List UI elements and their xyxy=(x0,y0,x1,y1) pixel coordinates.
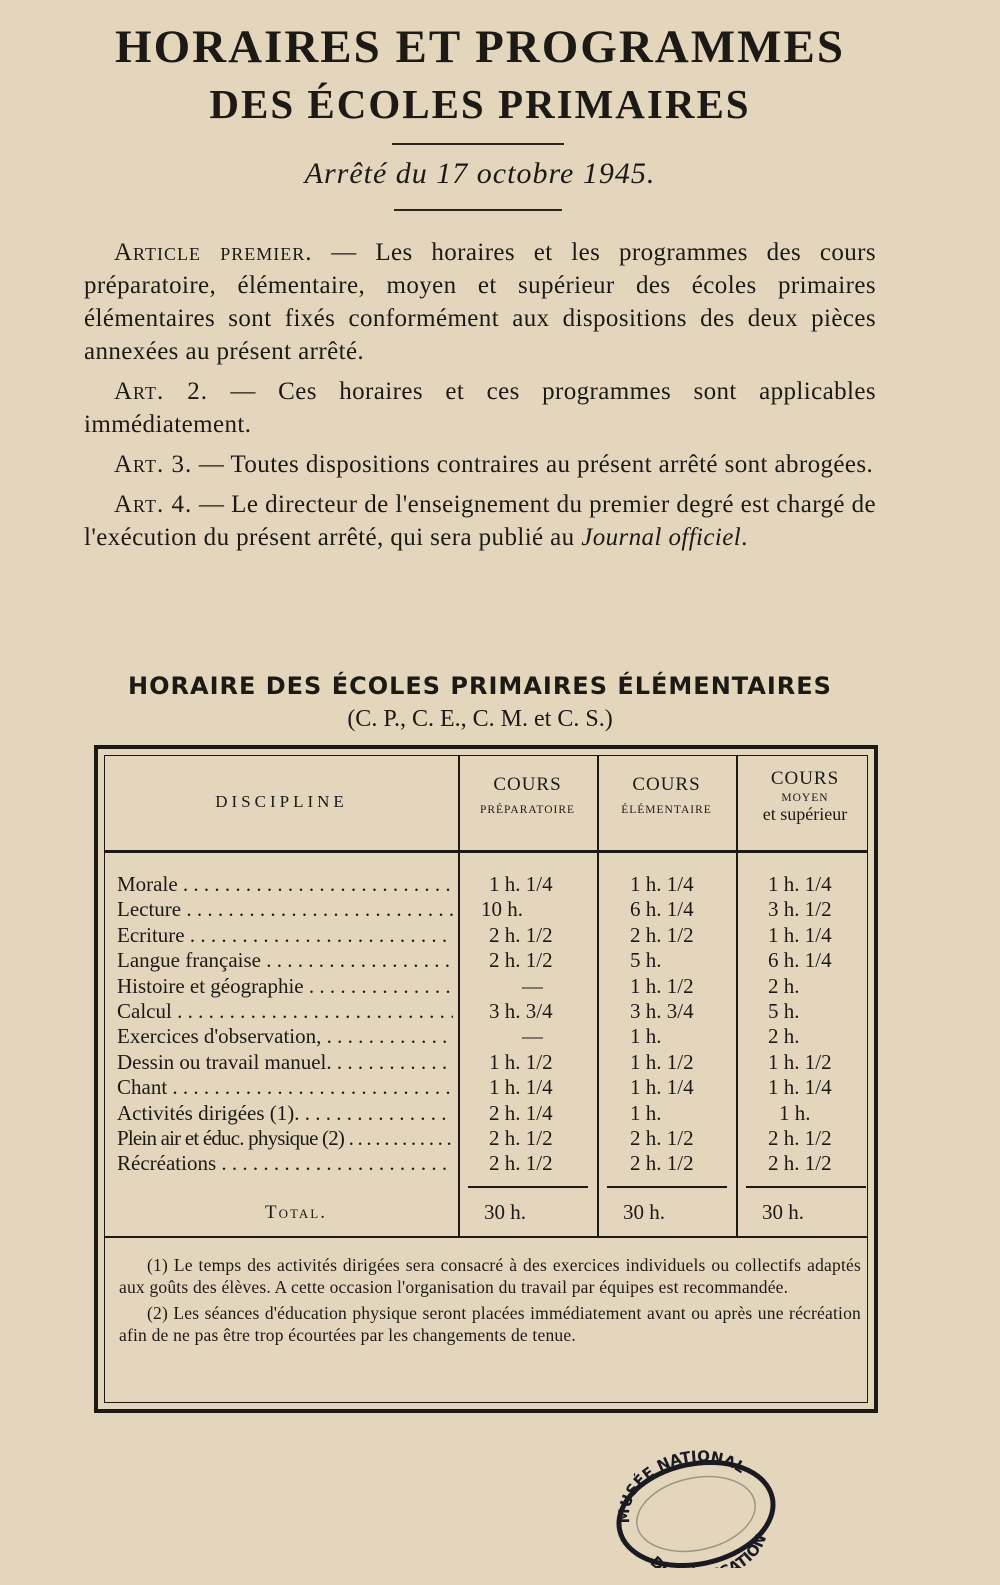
cp-cell: 2 h. 1/2 xyxy=(489,1151,553,1176)
table-row xyxy=(117,923,867,948)
cm-cell: 1 h. 1/4 xyxy=(768,872,832,896)
title-rule xyxy=(392,143,564,145)
header-discipline: DISCIPLINE xyxy=(215,792,348,811)
table-row xyxy=(117,1126,867,1151)
total-row xyxy=(117,1200,867,1225)
article-4 xyxy=(84,488,876,554)
article-3-text: — Toutes dispositions contraires au présent arrêté sont abrogées. xyxy=(192,451,874,478)
svg-text:MUSÉE NATIONAL xyxy=(615,1450,749,1523)
total-rule-ce xyxy=(607,1186,727,1188)
table-row xyxy=(117,1101,867,1126)
cp-cell: 3 h. 3/4 xyxy=(489,999,553,1023)
ce-cell: 1 h. 1/4 xyxy=(630,1075,694,1100)
table-row xyxy=(117,897,867,922)
discipline-cell: Plein air et éduc. physique (2) . . . xyxy=(117,1126,453,1151)
journal-officiel: Journal officiel xyxy=(581,524,742,551)
decree-date: Arrêté du 17 octobre 1945. xyxy=(304,157,656,190)
ce-cell: 2 h. 1/2 xyxy=(630,1126,694,1150)
discipline-cell: Calcul . . . xyxy=(117,999,453,1024)
table-row xyxy=(117,872,867,897)
cm-cell: 6 h. 1/4 xyxy=(768,948,832,973)
cp-cell: 2 h. 1/4 xyxy=(489,1100,553,1125)
ce-cell: 1 h. 1/2 xyxy=(630,973,694,998)
article-3-label: Art. 3. xyxy=(114,451,193,478)
cp-cell: 1 h. 1/2 xyxy=(489,1049,553,1074)
decree-rule xyxy=(394,209,562,211)
main-title-line1: HORAIRES ET PROGRAMMES xyxy=(115,21,845,73)
cp-cell: — xyxy=(522,973,543,998)
cp-cell: 2 h. 1/2 xyxy=(489,1126,553,1150)
header-cp-line2: PRÉPARATOIRE xyxy=(479,804,576,816)
cm-cell: 2 h. xyxy=(768,973,800,998)
table-row xyxy=(117,974,867,999)
cm-cell: 2 h. 1/2 xyxy=(768,1151,832,1176)
stamp-seal-icon xyxy=(604,1450,782,1568)
article-2 xyxy=(84,375,876,441)
article-2-label: Art. 2. xyxy=(114,378,208,405)
table-row xyxy=(117,1050,867,1075)
timetable-title: HORAIRE DES ÉCOLES PRIMAIRES ÉLÉMENTAIRES xyxy=(128,672,832,700)
stamp-bottom-text: D ATION xyxy=(646,1531,771,1568)
header-cours-preparatoire xyxy=(458,774,597,816)
article-2-text: — Ces horaires et ces programmes sont applicables immédiatement. xyxy=(84,378,876,438)
discipline-cell: Récréations . . . xyxy=(117,1151,453,1176)
cp-cell: 2 h. 1/2 xyxy=(489,948,553,973)
table-row xyxy=(117,948,867,973)
header-cm-line3: et supérieur xyxy=(762,804,848,824)
table-row xyxy=(117,1075,867,1100)
header-ce-line1: COURS xyxy=(632,774,701,795)
discipline-cell: Dessin ou travail manuel. . . . xyxy=(117,1050,453,1075)
discipline-cell: Exercices d'observation, . . . xyxy=(117,1024,453,1049)
discipline-cell: Langue française . . . xyxy=(117,948,453,973)
ce-cell: 1 h. 1/2 xyxy=(630,1049,694,1074)
article-3 xyxy=(84,448,876,481)
article-4-end: . xyxy=(741,524,748,551)
footnotes xyxy=(119,1254,861,1346)
discipline-cell: Chant . . . xyxy=(117,1075,453,1100)
timetable-subtitle: (C. P., C. E., C. M. et C. S.) xyxy=(347,706,613,732)
cp-cell: 10 h. xyxy=(481,897,523,922)
cm-cell: 2 h. xyxy=(768,1024,800,1049)
footnote-2: (2) Les séances d'éducation physique seront placées immédiatement avant ou après une récréation afin de ne pas être trop écourtées par les changements de tenue. xyxy=(119,1303,861,1345)
table-row xyxy=(117,999,867,1024)
table-row xyxy=(117,1151,867,1176)
ce-cell: 1 h. 1/4 xyxy=(630,872,694,896)
total-rule-cp xyxy=(468,1186,588,1188)
discipline-cell: Lecture . . . xyxy=(117,897,453,922)
cm-cell: 5 h. xyxy=(768,999,800,1023)
article-1-text: — Les horaires et les programmes des cours préparatoire, élémentaire, moyen et supérieur des écoles primaires élémentaires sont fixés conformément aux dispositions des deux pièces annexées au présent arrêté. xyxy=(84,239,876,365)
article-1 xyxy=(84,236,876,368)
discipline-cell: Morale . . . xyxy=(117,872,453,897)
cp-cell: 1 h. 1/4 xyxy=(489,872,553,896)
total-ce: 30 h. xyxy=(623,1200,665,1224)
article-4-label: Art. 4. xyxy=(114,491,193,518)
table-row xyxy=(117,1024,867,1049)
discipline-cell: Histoire et géographie . . . xyxy=(117,974,453,999)
header-cp-line1: COURS xyxy=(493,774,562,795)
cm-cell: 3 h. 1/2 xyxy=(768,897,832,922)
header-ce-line2: ÉLÉMENTAIRE xyxy=(621,804,712,816)
ce-cell: 3 h. 3/4 xyxy=(630,999,694,1023)
ce-cell: 1 h. xyxy=(630,1024,662,1049)
articles-body xyxy=(84,236,876,561)
ce-cell: 1 h. xyxy=(630,1100,662,1125)
main-title-line2: DES ÉCOLES PRIMAIRES xyxy=(209,81,751,127)
ce-cell: 2 h. 1/2 xyxy=(630,1151,694,1176)
header-rule xyxy=(105,850,867,853)
footnote-1: (1) Le temps des activités dirigées sera consacré à des exercices individuels ou collectifs adaptés aux goûts des élèves. A cette occasion l'organisation du travail par équipes est recommandée. xyxy=(119,1255,861,1297)
total-rule-cm xyxy=(746,1186,866,1188)
ce-cell: 5 h. xyxy=(630,948,662,973)
notes-rule xyxy=(105,1236,867,1238)
discipline-cell: Activités dirigées (1). . . . xyxy=(117,1101,453,1126)
ce-cell: 6 h. 1/4 xyxy=(630,897,694,922)
discipline-cell: Ecriture . . . xyxy=(117,923,453,948)
cp-cell: 1 h. 1/4 xyxy=(489,1075,553,1100)
article-4-text: — Le directeur de l'enseignement du premier degré est chargé de l'exécution du présent arrêté, qui sera publié au xyxy=(84,491,876,551)
header-cours-elementaire xyxy=(597,774,736,816)
timetable-inner xyxy=(104,755,868,1403)
total-label: Total. xyxy=(265,1202,327,1223)
total-cm: 30 h. xyxy=(762,1200,804,1224)
cp-cell: 2 h. 1/2 xyxy=(489,922,553,947)
ce-cell: 2 h. 1/2 xyxy=(630,922,694,947)
museum-stamp xyxy=(604,1450,782,1568)
header-cours-moyen xyxy=(736,768,874,825)
cm-cell: 1 h. xyxy=(779,1100,811,1125)
header-cm-line2: MOYEN xyxy=(781,792,829,804)
cm-cell: 1 h. 1/2 xyxy=(768,1049,832,1074)
article-1-label: Article premier. xyxy=(114,239,313,266)
header-cm-line1: COURS xyxy=(770,768,840,789)
cm-cell: 1 h. 1/4 xyxy=(768,1075,832,1100)
cp-cell: — xyxy=(522,1024,543,1049)
cm-cell: 1 h. 1/4 xyxy=(768,922,832,947)
cm-cell: 2 h. 1/2 xyxy=(768,1126,832,1150)
stamp-top-text: MUSÉE NATIONAL xyxy=(615,1450,749,1524)
total-cp: 30 h. xyxy=(484,1200,526,1224)
timetable xyxy=(94,745,878,1413)
